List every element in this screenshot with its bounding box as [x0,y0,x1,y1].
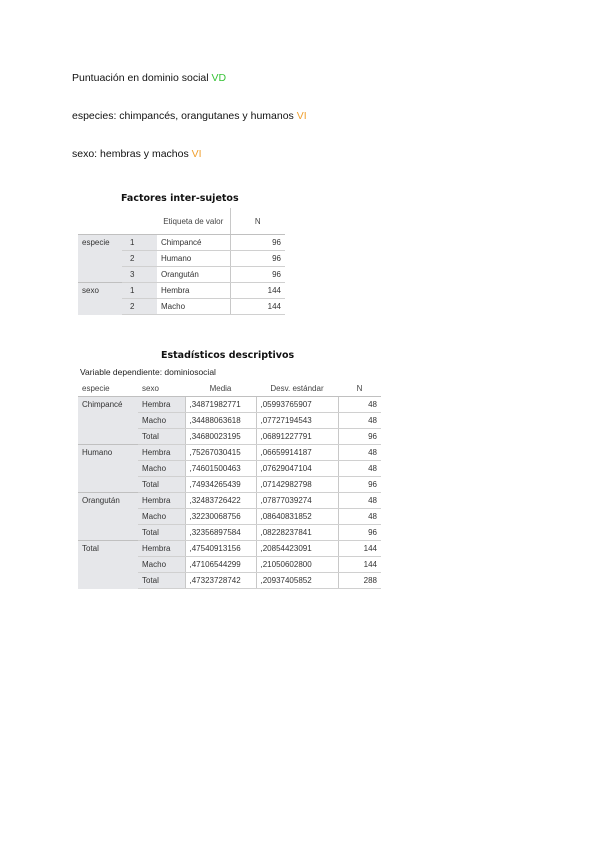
media-header: Media [185,381,256,397]
n-cell: 96 [230,267,285,283]
code-cell: 1 [122,235,157,251]
table-row [78,445,381,461]
desv-cell: ,20854423091 [256,541,338,557]
n-cell: 48 [338,493,381,509]
vi-tag: VI [296,110,307,122]
especie-group-label: Humano [78,445,138,493]
n-cell: 144 [230,299,285,315]
descriptivos-title: Estadísticos descriptivos [161,350,295,361]
media-cell: ,47106544299 [185,557,256,573]
table-row [78,541,381,557]
desv-cell: ,20937405852 [256,573,338,589]
desv-cell: ,21050602800 [256,557,338,573]
n-cell: 144 [338,557,381,573]
media-cell: ,34488063618 [185,413,256,429]
etiqueta-cell: Humano [157,251,230,267]
especie-group-label: Chimpancé [78,397,138,445]
n-cell: 48 [338,509,381,525]
sexo-cell: Total [138,429,185,445]
desv-cell: ,08640831852 [256,509,338,525]
sexo-cell: Macho [138,413,185,429]
desv-cell: ,05993765907 [256,397,338,413]
media-cell: ,47323728742 [185,573,256,589]
media-cell: ,75267030415 [185,445,256,461]
etiqueta-header: Etiqueta de valor [157,208,230,235]
especie-group-label: Total [78,541,138,589]
iv-species-text: especies: chimpancés, orangutanes y humanos [72,110,297,122]
n-cell: 96 [338,525,381,541]
desv-cell: ,08228237841 [256,525,338,541]
desv-cell: ,07629047104 [256,461,338,477]
media-cell: ,34871982771 [185,397,256,413]
descriptivos-header-row [78,381,381,397]
n-header: N [230,208,285,235]
sexo-cell: Hembra [138,445,185,461]
table-row [78,235,285,251]
vd-tag: VD [211,72,227,84]
code-cell: 2 [122,299,157,315]
n-cell: 96 [338,429,381,445]
media-cell: ,74601500463 [185,461,256,477]
sexo-label: sexo [78,283,122,315]
n-cell: 48 [338,397,381,413]
table-row [78,283,285,299]
desv-cell: ,06659914187 [256,445,338,461]
media-cell: ,34680023195 [185,429,256,445]
factores-header-row [78,208,285,235]
table-row [78,397,381,413]
especie-label: especie [78,235,122,283]
desv-cell: ,07877039274 [256,493,338,509]
desv-cell: ,07727194543 [256,413,338,429]
media-cell: ,32230068756 [185,509,256,525]
code-cell: 2 [122,251,157,267]
desv-cell: ,07142982798 [256,477,338,493]
media-cell: ,47540913156 [185,541,256,557]
dv-description-text: Puntuación en dominio social [72,72,212,84]
sexo-cell: Hembra [138,397,185,413]
n-cell: 48 [338,413,381,429]
iv-sex-line [72,148,202,160]
code-cell: 1 [122,283,157,299]
iv-species-line [72,110,307,122]
sexo-cell: Hembra [138,493,185,509]
media-cell: ,32356897584 [185,525,256,541]
etiqueta-cell: Chimpancé [157,235,230,251]
n-cell: 96 [338,477,381,493]
etiqueta-cell: Hembra [157,283,230,299]
code-cell: 3 [122,267,157,283]
desv-header: Desv. estándar [256,381,338,397]
factores-table [78,208,285,315]
sexo-cell: Macho [138,509,185,525]
especie-group-label: Orangután [78,493,138,541]
sexo-cell: Total [138,477,185,493]
n-header: N [338,381,381,397]
media-cell: ,74934265439 [185,477,256,493]
vi-tag: VI [191,148,202,160]
descriptivos-subtitle: Variable dependiente: dominiosocial [80,367,216,377]
media-cell: ,32483726422 [185,493,256,509]
factores-title: Factores inter-sujetos [121,193,239,204]
table-row [78,493,381,509]
sexo-cell: Total [138,573,185,589]
desv-cell: ,06891227791 [256,429,338,445]
descriptivos-table [78,381,381,589]
n-cell: 288 [338,573,381,589]
etiqueta-cell: Macho [157,299,230,315]
n-cell: 144 [338,541,381,557]
n-cell: 48 [338,445,381,461]
sexo-cell: Macho [138,461,185,477]
n-cell: 48 [338,461,381,477]
especie-header: especie [78,381,138,397]
n-cell: 96 [230,235,285,251]
n-cell: 144 [230,283,285,299]
sexo-cell: Macho [138,557,185,573]
n-cell: 96 [230,251,285,267]
sexo-cell: Total [138,525,185,541]
sexo-header: sexo [138,381,185,397]
iv-sex-text: sexo: hembras y machos [72,148,192,160]
sexo-cell: Hembra [138,541,185,557]
dv-description-line [72,72,226,84]
etiqueta-cell: Orangután [157,267,230,283]
